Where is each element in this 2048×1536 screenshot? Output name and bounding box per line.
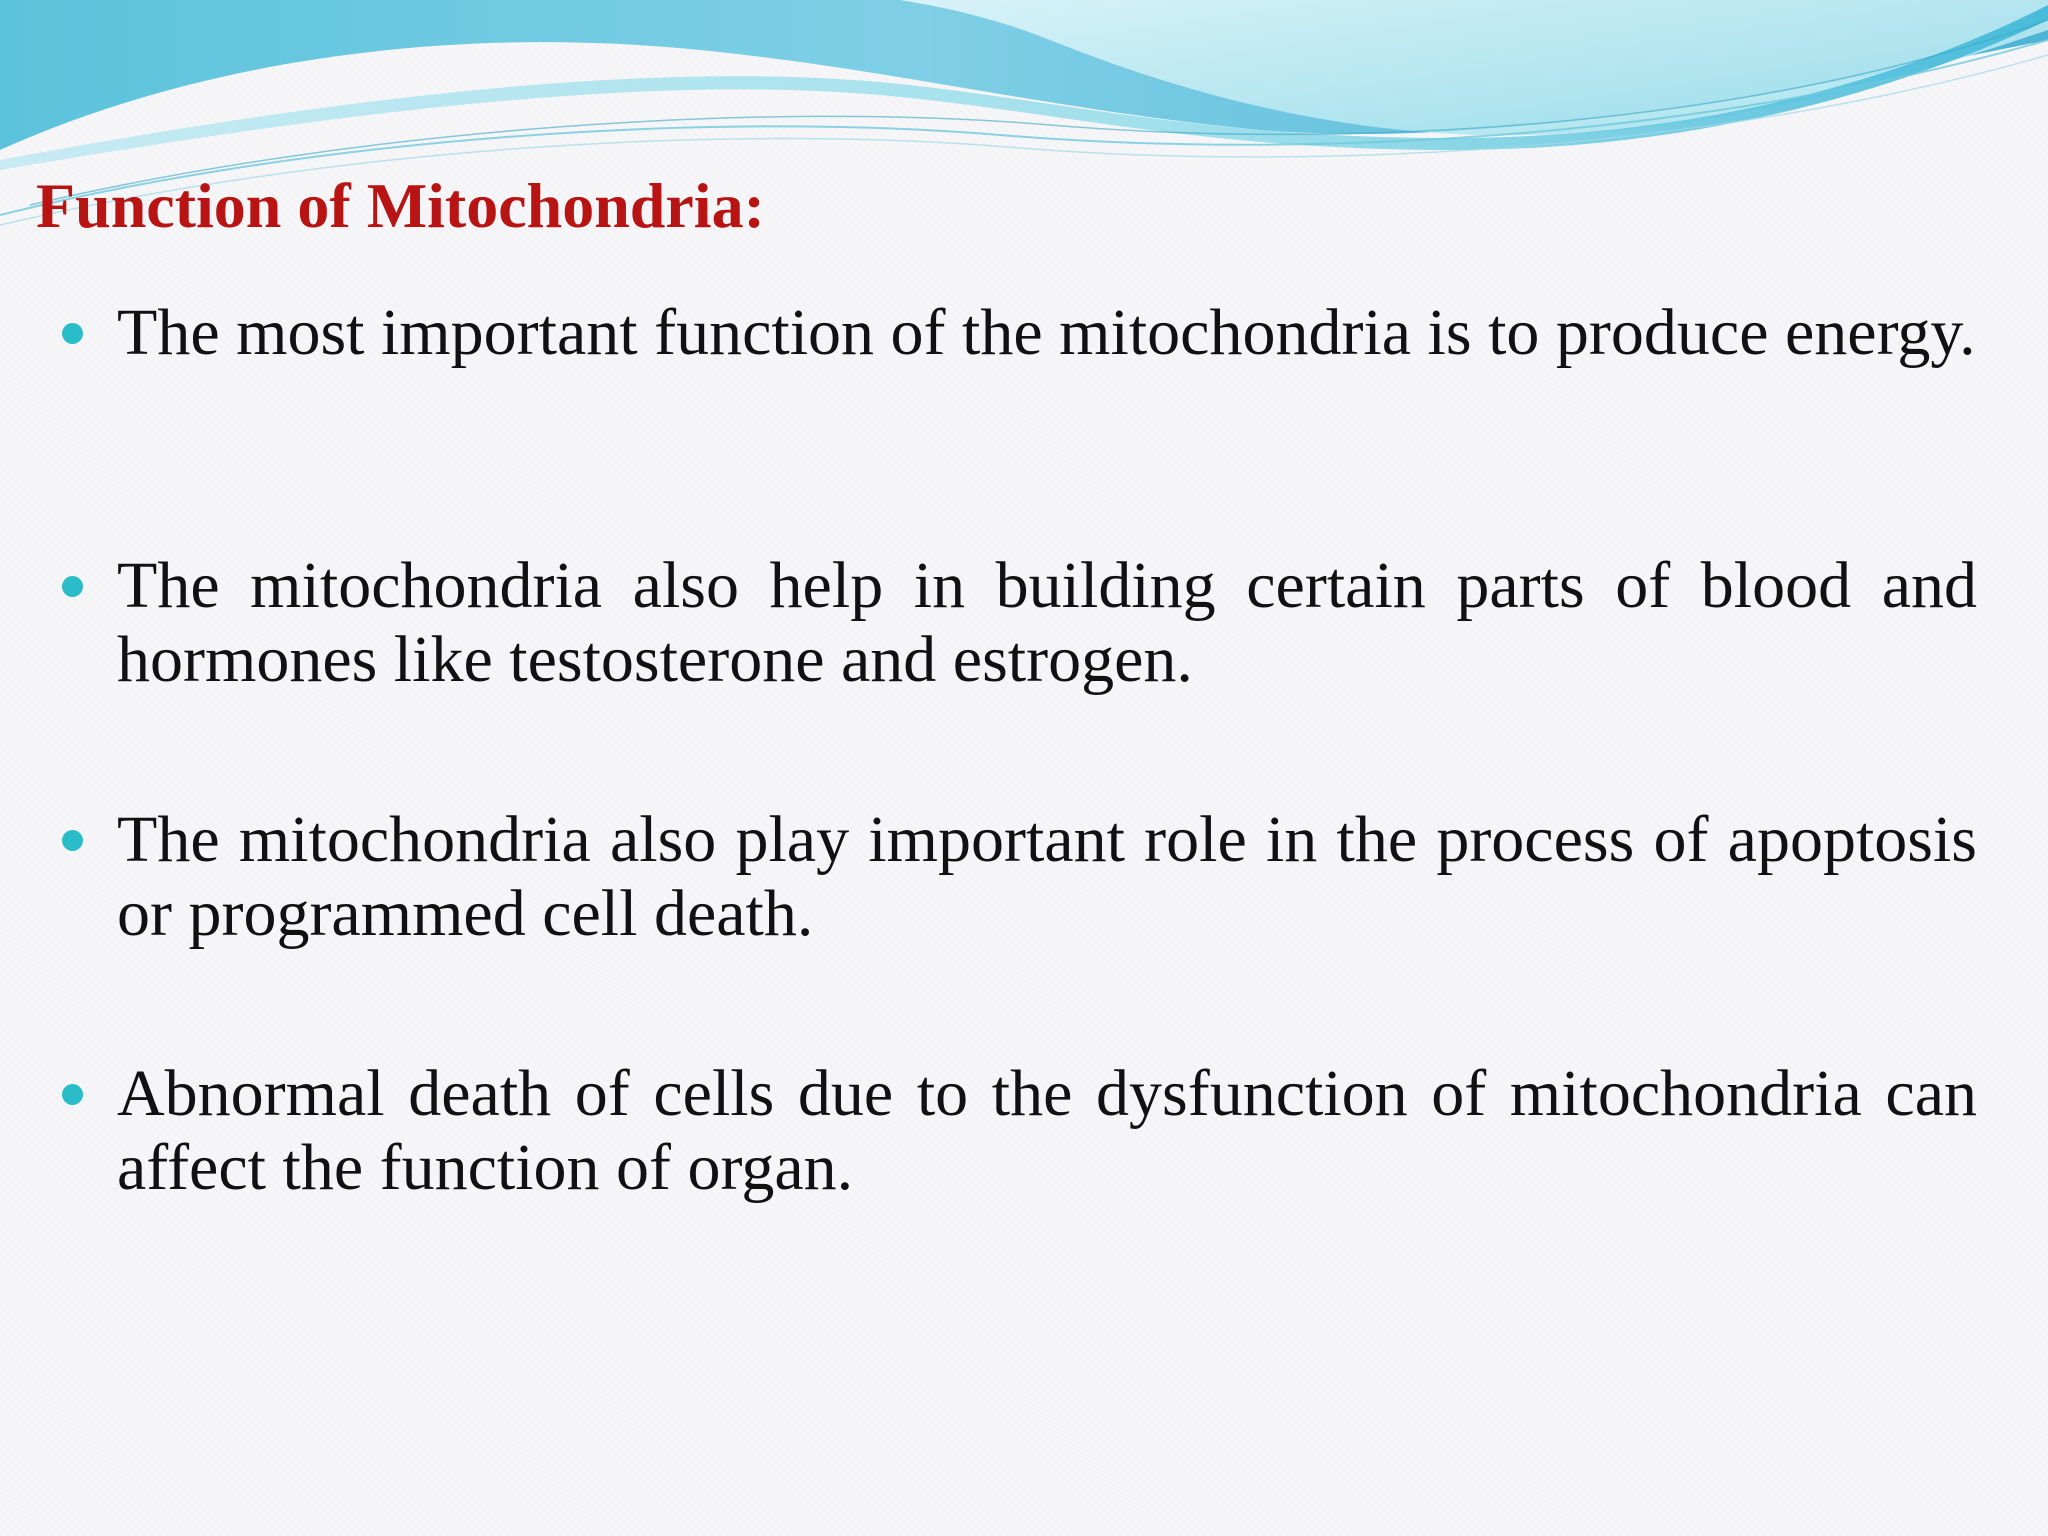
bullet-circle-icon bbox=[62, 1084, 83, 1105]
bullet-text: The most important function of the mitochondria is to produce energy. bbox=[117, 296, 1976, 369]
bullet-circle-icon bbox=[62, 323, 83, 344]
bullet-circle-icon bbox=[62, 576, 83, 597]
bullet-text: The mitochondria also play important role in the process of apoptosis or programmed cell death. bbox=[117, 803, 1977, 950]
slide-title: Function of Mitochondria: bbox=[36, 170, 765, 241]
bullet-text: Abnormal death of cells due to the dysfunction of mitochondria can affect the function of organ. bbox=[117, 1057, 1977, 1204]
bullet-text: The mitochondria also help in building certain parts of blood and hormones like testosterone and estrogen. bbox=[117, 549, 1977, 696]
bullet-circle-icon bbox=[62, 830, 83, 851]
